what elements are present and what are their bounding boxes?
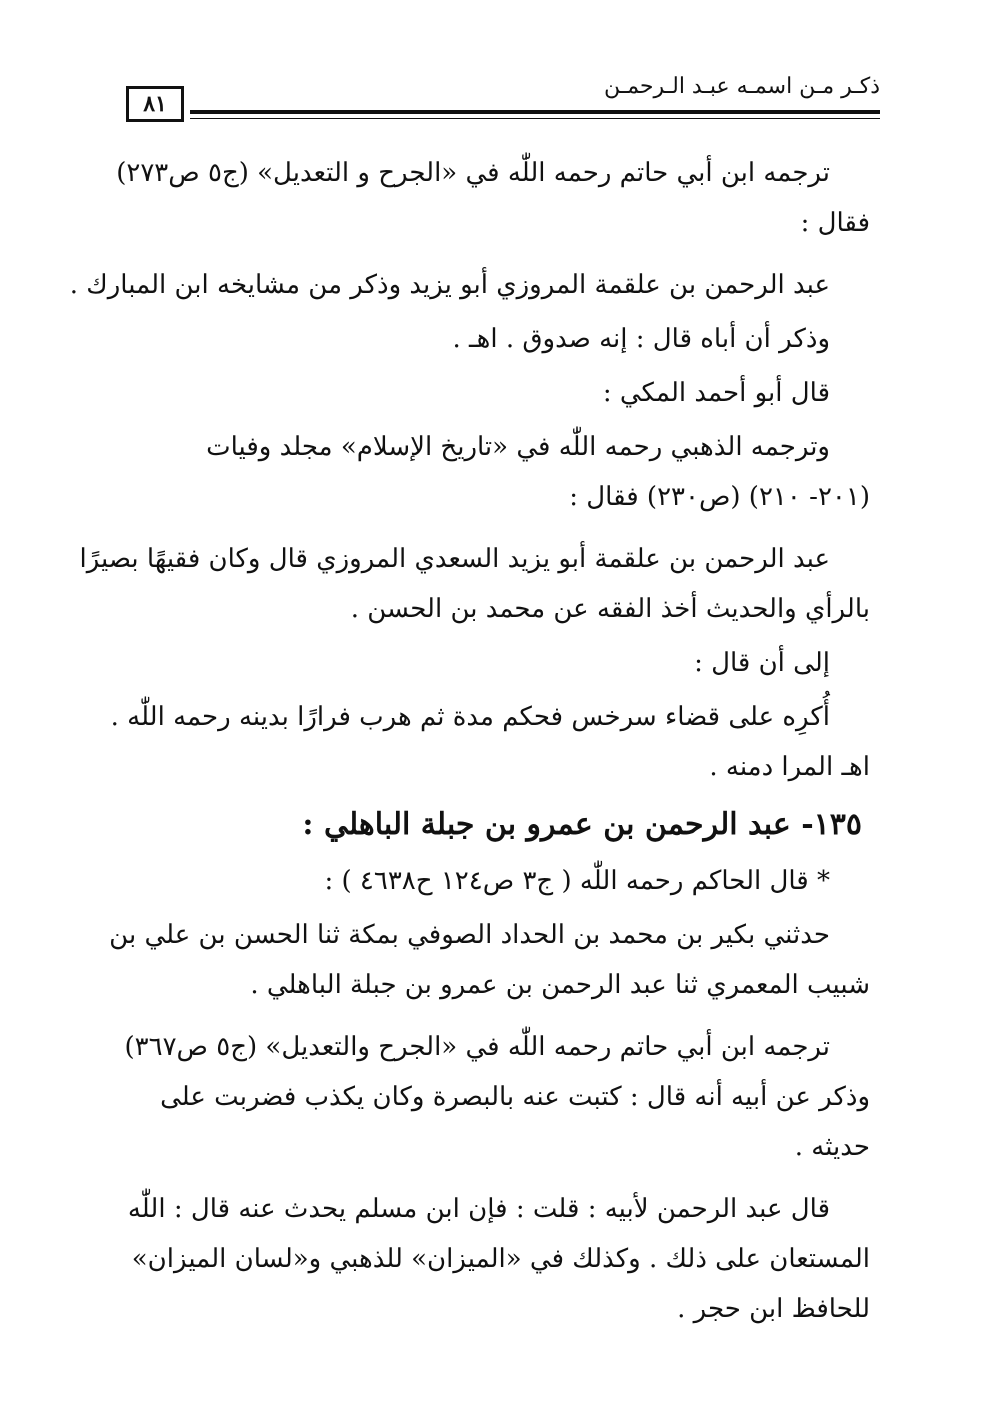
paragraph-line: إلى أن قال : [694,648,830,678]
page-number: ٨١ [126,86,184,122]
paragraph-10 [109,910,870,1010]
page-body [69,148,870,1338]
paragraph-9 [118,856,870,906]
paragraph-12 [118,1184,870,1334]
paragraph-line: (٢٠١- ٢١٠) (ص٢٣٠) فقال : [569,482,870,512]
paragraph-line: للحافظ ابن حجر . [677,1294,870,1324]
paragraph-line: فقال : [800,208,870,238]
paragraph-3 [118,314,870,364]
paragraph-line: قال أبو أحمد المكي : [602,378,830,408]
paragraph-2 [69,260,870,310]
paragraph-line: ترجمه ابن أبي حاتم رحمه اللّٰه في «الجرح والتعديل» (ج٥ ص٣٦٧) [124,1032,830,1062]
paragraph-line: اهـ المرا دمنه . [709,752,870,782]
paragraph-11 [118,1022,870,1172]
header-rule-thick [190,110,880,114]
paragraph-line: * قال الحاكم رحمه اللّٰه ( ج٣ ص١٢٤ ح٤٦٣٨ ) : [324,866,830,896]
paragraph-8 [110,692,870,792]
paragraph-line: أُكرِه على قضاء سرخس فحكم مدة ثم هرب فرارًا بدينه رحمه اللّٰه . [110,702,830,732]
paragraph-line: ترجمه ابن أبي حاتم رحمه اللّٰه في «الجرح و التعديل» (ج٥ ص٢٧٣) [116,158,830,188]
paragraph-line: عبد الرحمن بن علقمة أبو يزيد السعدي المروزي قال وكان فقيهًا بصيرًا [79,544,830,574]
paragraph-line: حديثه . [794,1132,870,1162]
paragraph-line: وذكر أن أباه قال : إنه صدوق . اهـ . [452,324,830,354]
paragraph-line: المستعان على ذلك . وكذلك في «الميزان» للذهبي و«لسان الميزان» [131,1244,870,1274]
paragraph-line: بالرأي والحديث أخذ الفقه عن محمد بن الحسن . [350,594,870,624]
paragraph-line: عبد الرحمن بن علقمة المروزي أبو يزيد وذكر من مشايخه ابن المبارك . [69,270,830,300]
paragraph-line: وذكر عن أبيه أنه قال : كتبت عنه بالبصرة وكان يكذب فضربت على [160,1082,870,1112]
paragraph-line: شبيب المعمري ثنا عبد الرحمن بن عمرو بن جبلة الباهلي . [250,970,870,1000]
paragraph-line: قال عبد الرحمن لأبيه : قلت : فإن ابن مسلم يحدث عنه قال : اللّٰه [127,1194,830,1224]
paragraph-6 [79,534,870,634]
paragraph-1 [118,148,870,248]
page-header [120,60,880,130]
paragraph-4 [118,368,870,418]
paragraph-line: وترجمه الذهبي رحمه اللّٰه في «تاريخ الإسلام» مجلد وفيات [206,432,830,462]
entry-heading: ١٣٥- عبد الرحمن بن عمرو بن جبلة الباهلي : [302,807,862,842]
paragraph-7 [118,638,870,688]
running-title: ذكـر مـن اسمـه عبـد الـرحمـن [604,74,880,99]
header-rule-thin [190,118,880,119]
paragraph-line: حدثني بكير بن محمد بن الحداد الصوفي بمكة ثنا الحسن بن علي بن [109,920,830,950]
paragraph-5 [118,422,870,522]
